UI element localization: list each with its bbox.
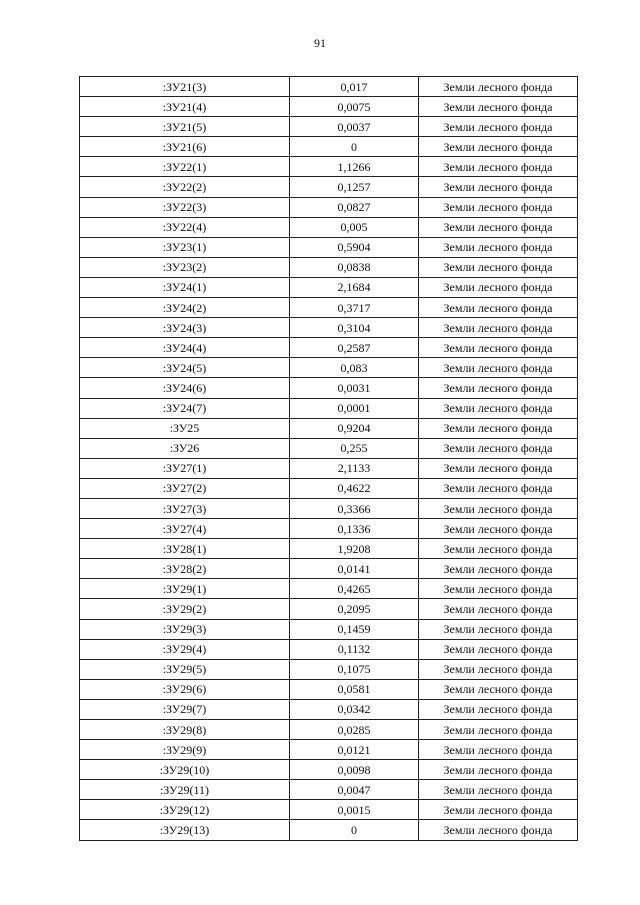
area-cell: 0,0141: [290, 559, 419, 579]
table-row: [80, 418, 578, 438]
area-cell: 0,255: [290, 438, 419, 458]
area-cell: 0,5904: [290, 237, 419, 257]
table-row: [80, 599, 578, 619]
table-row: [80, 740, 578, 760]
plot-id-cell: :ЗУ29(4): [80, 639, 290, 659]
table-row: [80, 679, 578, 699]
plot-id-cell: :ЗУ21(4): [80, 97, 290, 117]
plot-id-cell: :ЗУ24(7): [80, 398, 290, 418]
table-row: [80, 478, 578, 498]
area-cell: 1,9208: [290, 539, 419, 559]
area-cell: 0,1459: [290, 619, 419, 639]
land-category-cell: Земли лесного фонда: [419, 318, 578, 338]
land-category-cell: Земли лесного фонда: [419, 519, 578, 539]
plot-id-cell: :ЗУ24(6): [80, 378, 290, 398]
plot-id-cell: :ЗУ27(1): [80, 458, 290, 478]
land-category-cell: Земли лесного фонда: [419, 197, 578, 217]
table-row: [80, 539, 578, 559]
plot-id-cell: :ЗУ23(1): [80, 237, 290, 257]
land-category-cell: Земли лесного фонда: [419, 358, 578, 378]
table-row: [80, 519, 578, 539]
plot-id-cell: :ЗУ29(12): [80, 800, 290, 820]
land-category-cell: Земли лесного фонда: [419, 217, 578, 237]
plot-id-cell: :ЗУ29(9): [80, 740, 290, 760]
land-category-cell: Земли лесного фонда: [419, 257, 578, 277]
table-row: [80, 498, 578, 518]
plot-id-cell: :ЗУ24(3): [80, 318, 290, 338]
area-cell: 0,4265: [290, 579, 419, 599]
land-category-cell: Земли лесного фонда: [419, 740, 578, 760]
plot-id-cell: :ЗУ22(2): [80, 177, 290, 197]
plot-id-cell: :ЗУ28(1): [80, 539, 290, 559]
plot-id-cell: :ЗУ27(3): [80, 498, 290, 518]
area-cell: 0,005: [290, 217, 419, 237]
plot-id-cell: :ЗУ29(13): [80, 820, 290, 840]
land-category-cell: Земли лесного фонда: [419, 659, 578, 679]
table-row: [80, 760, 578, 780]
table-row: [80, 97, 578, 117]
area-cell: 0: [290, 820, 419, 840]
land-category-cell: Земли лесного фонда: [419, 77, 578, 97]
area-cell: 0,017: [290, 77, 419, 97]
table-row: [80, 77, 578, 97]
land-category-cell: Земли лесного фонда: [419, 498, 578, 518]
table-row: [80, 579, 578, 599]
area-cell: 0,2587: [290, 338, 419, 358]
table-row: [80, 338, 578, 358]
land-category-cell: Земли лесного фонда: [419, 177, 578, 197]
table-row: [80, 820, 578, 840]
land-category-cell: Земли лесного фонда: [419, 237, 578, 257]
land-category-cell: Земли лесного фонда: [419, 760, 578, 780]
land-category-cell: Земли лесного фонда: [419, 720, 578, 740]
table-row: [80, 659, 578, 679]
table-row: [80, 197, 578, 217]
area-cell: 2,1684: [290, 277, 419, 297]
table-row: [80, 619, 578, 639]
land-category-cell: Земли лесного фонда: [419, 599, 578, 619]
land-category-cell: Земли лесного фонда: [419, 800, 578, 820]
plot-id-cell: :ЗУ29(2): [80, 599, 290, 619]
plot-id-cell: :ЗУ29(10): [80, 760, 290, 780]
plot-id-cell: :ЗУ23(2): [80, 257, 290, 277]
plot-id-cell: :ЗУ26: [80, 438, 290, 458]
area-cell: 2,1133: [290, 458, 419, 478]
area-cell: 0,0015: [290, 800, 419, 820]
table-row: [80, 318, 578, 338]
plot-id-cell: :ЗУ29(7): [80, 699, 290, 719]
table-row: [80, 378, 578, 398]
area-cell: 0,1257: [290, 177, 419, 197]
land-category-cell: Земли лесного фонда: [419, 338, 578, 358]
area-cell: 0,0121: [290, 740, 419, 760]
area-cell: 0,0031: [290, 378, 419, 398]
area-cell: 0,2095: [290, 599, 419, 619]
land-category-cell: Земли лесного фонда: [419, 458, 578, 478]
table-row: [80, 157, 578, 177]
area-cell: 0: [290, 137, 419, 157]
area-cell: 0,0342: [290, 699, 419, 719]
land-category-cell: Земли лесного фонда: [419, 780, 578, 800]
land-category-cell: Земли лесного фонда: [419, 820, 578, 840]
area-cell: 0,1336: [290, 519, 419, 539]
table-body: [80, 77, 578, 841]
area-cell: 0,0285: [290, 720, 419, 740]
area-cell: 0,083: [290, 358, 419, 378]
area-cell: 0,0037: [290, 117, 419, 137]
land-category-cell: Земли лесного фонда: [419, 277, 578, 297]
area-cell: 0,0827: [290, 197, 419, 217]
land-category-cell: Земли лесного фонда: [419, 137, 578, 157]
area-cell: 0,0838: [290, 257, 419, 277]
area-cell: 0,0581: [290, 679, 419, 699]
plot-id-cell: :ЗУ24(2): [80, 298, 290, 318]
plot-id-cell: :ЗУ21(5): [80, 117, 290, 137]
plot-id-cell: :ЗУ21(3): [80, 77, 290, 97]
land-category-cell: Земли лесного фонда: [419, 298, 578, 318]
table-row: [80, 137, 578, 157]
table-row: [80, 237, 578, 257]
land-category-cell: Земли лесного фонда: [419, 398, 578, 418]
area-cell: 0,0075: [290, 97, 419, 117]
plot-id-cell: :ЗУ24(4): [80, 338, 290, 358]
land-category-cell: Земли лесного фонда: [419, 97, 578, 117]
area-cell: 0,0047: [290, 780, 419, 800]
table-row: [80, 639, 578, 659]
land-category-cell: Земли лесного фонда: [419, 478, 578, 498]
land-category-cell: Земли лесного фонда: [419, 418, 578, 438]
plot-id-cell: :ЗУ21(6): [80, 137, 290, 157]
plot-id-cell: :ЗУ27(2): [80, 478, 290, 498]
area-cell: 0,1075: [290, 659, 419, 679]
table-row: [80, 217, 578, 237]
land-category-cell: Земли лесного фонда: [419, 157, 578, 177]
area-cell: 0,0001: [290, 398, 419, 418]
plot-id-cell: :ЗУ22(3): [80, 197, 290, 217]
plot-id-cell: :ЗУ22(4): [80, 217, 290, 237]
land-category-cell: Земли лесного фонда: [419, 438, 578, 458]
plot-id-cell: :ЗУ25: [80, 418, 290, 438]
table-row: [80, 699, 578, 719]
table-row: [80, 800, 578, 820]
plot-id-cell: :ЗУ29(5): [80, 659, 290, 679]
table-row: [80, 720, 578, 740]
land-category-cell: Земли лесного фонда: [419, 699, 578, 719]
land-plots-table: [79, 76, 578, 841]
area-cell: 0,3366: [290, 498, 419, 518]
plot-id-cell: :ЗУ29(6): [80, 679, 290, 699]
table-row: [80, 438, 578, 458]
plot-id-cell: :ЗУ29(1): [80, 579, 290, 599]
land-category-cell: Земли лесного фонда: [419, 639, 578, 659]
table-row: [80, 358, 578, 378]
table-row: [80, 458, 578, 478]
land-category-cell: Земли лесного фонда: [419, 559, 578, 579]
table-row: [80, 780, 578, 800]
land-category-cell: Земли лесного фонда: [419, 539, 578, 559]
table-row: [80, 398, 578, 418]
area-cell: 0,3104: [290, 318, 419, 338]
table-row: [80, 177, 578, 197]
area-cell: 1,1266: [290, 157, 419, 177]
land-category-cell: Земли лесного фонда: [419, 579, 578, 599]
area-cell: 0,4622: [290, 478, 419, 498]
page-number: 91: [314, 36, 326, 50]
plot-id-cell: :ЗУ29(8): [80, 720, 290, 740]
area-cell: 0,9204: [290, 418, 419, 438]
plot-id-cell: :ЗУ22(1): [80, 157, 290, 177]
area-cell: 0,0098: [290, 760, 419, 780]
land-category-cell: Земли лесного фонда: [419, 117, 578, 137]
table-row: [80, 117, 578, 137]
plot-id-cell: :ЗУ24(5): [80, 358, 290, 378]
table-row: [80, 559, 578, 579]
table-row: [80, 277, 578, 297]
area-cell: 0,1132: [290, 639, 419, 659]
land-category-cell: Земли лесного фонда: [419, 679, 578, 699]
plot-id-cell: :ЗУ29(11): [80, 780, 290, 800]
plot-id-cell: :ЗУ28(2): [80, 559, 290, 579]
land-category-cell: Земли лесного фонда: [419, 378, 578, 398]
land-category-cell: Земли лесного фонда: [419, 619, 578, 639]
plot-id-cell: :ЗУ27(4): [80, 519, 290, 539]
table-row: [80, 257, 578, 277]
plot-id-cell: :ЗУ29(3): [80, 619, 290, 639]
area-cell: 0,3717: [290, 298, 419, 318]
table-row: [80, 298, 578, 318]
plot-id-cell: :ЗУ24(1): [80, 277, 290, 297]
